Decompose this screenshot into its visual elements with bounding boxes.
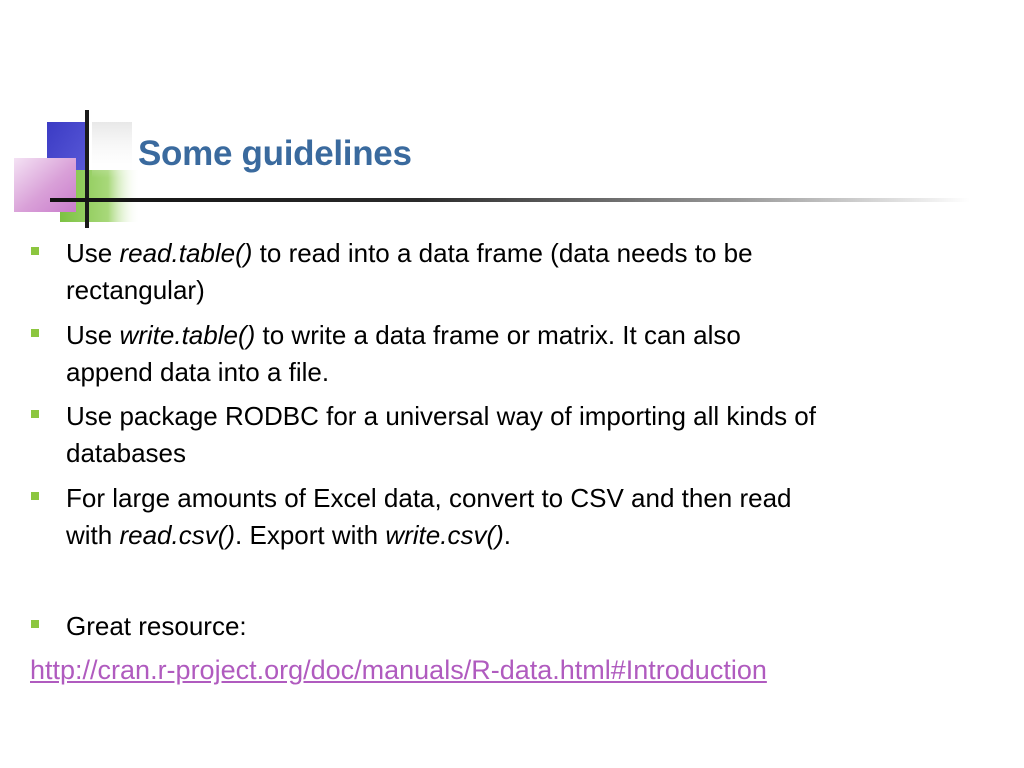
bullet-text: Great resource:	[66, 611, 247, 641]
resource-link[interactable]: http://cran.r-project.org/doc/manuals/R-data.html#Introduction	[30, 655, 767, 685]
bullet-text: Use write.table() to write a data frame or matrix. It can also append data into a file.	[66, 320, 741, 387]
bullet-marker	[31, 492, 39, 500]
deco-pink-square	[14, 158, 76, 212]
code-write-table: write.table()	[119, 320, 256, 350]
deco-light-column	[92, 122, 132, 178]
code-read-table: read.table()	[119, 238, 253, 268]
bullet-marker	[31, 247, 39, 255]
code-read-csv: read.csv()	[119, 520, 236, 550]
bullet-marker	[31, 329, 39, 337]
bullet-marker	[31, 620, 39, 628]
bullet-text: Use package RODBC for a universal way of importing all kinds of databases	[66, 401, 816, 468]
corner-decoration	[0, 0, 160, 240]
code-write-csv: write.csv()	[385, 520, 504, 550]
bullet-marker	[31, 410, 39, 418]
title-underline	[50, 198, 970, 202]
bullet-text: Use read.table() to read into a data frame (data needs to be rectangular)	[66, 238, 753, 305]
deco-vertical-rule	[85, 110, 89, 228]
slide-title: Some guidelines	[138, 134, 412, 173]
bullet-text: For large amounts of Excel data, convert to CSV and then read with read.csv(). Export with write.csv().	[66, 483, 792, 550]
